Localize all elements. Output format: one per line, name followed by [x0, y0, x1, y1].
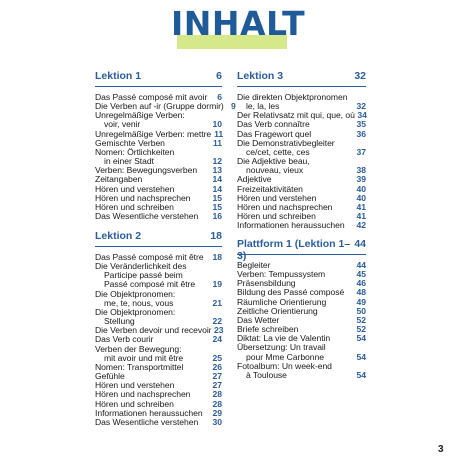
- toc-entry-text: Participe passé beim: [104, 270, 183, 281]
- toc-entry-text: Übersetzung: Un travail: [237, 342, 326, 353]
- toc-entry-page: 49: [356, 296, 366, 307]
- toc-entry-text: Gefühle: [95, 371, 125, 382]
- toc-entry-page: 12: [212, 156, 222, 167]
- toc-entry-page: 23: [214, 325, 224, 336]
- toc-entry-page: 15: [212, 192, 222, 203]
- toc-entry-text: Verben: Bewegungsverben: [95, 165, 198, 176]
- toc-entry-page: 52: [356, 324, 366, 335]
- section-heading-label: Plattform 1 (Lektion 1–3): [237, 238, 351, 262]
- toc-entry-text: Der Relativsatz mit qui, que, où: [237, 110, 355, 121]
- page-number: 3: [438, 444, 444, 455]
- toc-entry-text: Begleiter: [237, 260, 271, 270]
- toc-entry-page: 29: [212, 407, 222, 418]
- toc-entry-page: 22: [212, 316, 222, 327]
- toc-entry-page: 11: [213, 137, 222, 148]
- toc-entry-page: 15: [212, 201, 222, 212]
- page-title: INHALT: [171, 4, 306, 43]
- toc-entry-text: Das Wetter: [237, 314, 280, 325]
- section-heading[interactable]: [237, 70, 366, 87]
- toc-entry-text: Das Passé composé mit avoir: [95, 92, 208, 102]
- toc-entry-text: mit avoir und mit être: [104, 352, 184, 363]
- toc-entry-text: Die Verben devoir und recevoir: [95, 325, 212, 336]
- toc-entry-page: 25: [212, 352, 222, 363]
- toc-entry-page: 40: [356, 192, 366, 203]
- toc-entry[interactable]: [237, 371, 366, 380]
- toc-entry-page: 28: [212, 398, 222, 409]
- toc-entry-text: Das Passé composé mit être: [95, 252, 204, 262]
- title-block: [171, 2, 306, 50]
- toc-entry-text: Hören und nachsprechen: [95, 389, 191, 400]
- toc-entry-page: 36: [356, 128, 366, 139]
- toc-entry-text: Adjektive: [237, 174, 272, 185]
- toc-entry-page: 27: [212, 380, 222, 391]
- toc-entry-text: Präsensbildung: [237, 278, 296, 289]
- toc-entry-text: Die Verben auf -ir (Gruppe dormir): [95, 101, 224, 112]
- toc-entry-page: 52: [356, 314, 366, 325]
- toc-entry-page: 37: [356, 146, 366, 157]
- toc-entry-page: 50: [356, 305, 366, 316]
- toc-entry-text: le, la, les: [246, 101, 280, 112]
- toc-entry-text: Das Fragewort quel: [237, 128, 312, 139]
- toc-entry-text: Hören und schreiben: [237, 211, 316, 222]
- toc-entry-text: me, te, nous, vous: [104, 297, 174, 308]
- toc-entry-text: Informationen heraussuchen: [237, 220, 345, 231]
- toc-entry-page: 13: [212, 165, 222, 176]
- toc-entry-text: Nomen: Transportmittel: [95, 361, 184, 372]
- toc-entry-text: Verben: Tempussystem: [237, 269, 326, 280]
- toc-entry-page: 16: [212, 211, 222, 222]
- toc-entry-page: 34: [357, 110, 367, 121]
- toc-entry-text: Hören und schreiben: [95, 201, 174, 212]
- toc-entry-text: Die Demonstrativbegleiter: [237, 137, 335, 148]
- toc-entry-list: [95, 92, 236, 222]
- toc-entry[interactable]: [237, 221, 366, 230]
- toc-entry-text: Freizeitaktivitäten: [237, 183, 303, 194]
- toc-entry-text: Unregelmäßige Verben: mettre: [95, 128, 212, 139]
- toc-entry-text: Briefe schreiben: [237, 324, 299, 335]
- toc-entry-text: Passé composé mit être: [104, 279, 196, 290]
- toc-entry-page: 39: [356, 174, 366, 185]
- toc-entry-text: Gemischte Verben: [95, 137, 165, 148]
- toc-entry-text: à Toulouse: [246, 369, 287, 380]
- toc-entry-text: Fotoalbum: Un week-end: [237, 360, 332, 371]
- toc-entry-page: 11: [214, 128, 224, 139]
- toc-entry-page: 32: [356, 101, 366, 112]
- section-lektion-1: [95, 70, 236, 222]
- toc-entry-page: 18: [212, 252, 222, 262]
- toc-entry-text: pour Mme Carbonne: [246, 351, 324, 362]
- toc-entry-text: Das Verb connaître: [237, 119, 310, 130]
- toc-entry-text: Stellung: [104, 316, 135, 327]
- toc-entry-list: [237, 261, 366, 380]
- toc-entry-page: 19: [212, 279, 222, 290]
- toc-entry-page: 24: [212, 334, 222, 345]
- section-heading[interactable]: [95, 230, 222, 247]
- toc-entry-page: 27: [212, 371, 222, 382]
- toc-entry-text: Nomen: Örtlichkeiten: [95, 146, 175, 157]
- toc-entry-text: Das Wesentliche verstehen: [95, 416, 199, 427]
- section-lektion-3: [237, 70, 366, 230]
- section-heading-page: 18: [210, 230, 222, 242]
- toc-entry-page: 45: [356, 269, 366, 280]
- toc-entry-page: 35: [356, 119, 366, 130]
- toc-entry-text: Informationen heraussuchen: [95, 407, 203, 418]
- toc-entry[interactable]: [95, 212, 222, 221]
- section-heading-page: 32: [354, 70, 366, 82]
- toc-entry-text: Das Verb courir: [95, 334, 154, 345]
- toc-entry-text: Hören und verstehen: [95, 380, 175, 391]
- toc-entry-page: 54: [356, 351, 366, 362]
- section-plattform-1: [237, 238, 366, 380]
- toc-entry-text: Hören und verstehen: [95, 183, 175, 194]
- toc-entry-page: 48: [356, 287, 366, 298]
- toc-entry-text: Bildung des Passé composé: [237, 287, 345, 298]
- toc-entry-page: 54: [356, 333, 366, 344]
- toc-entry-page: 9: [230, 101, 236, 112]
- toc-entry-text: Zeitliche Orientierung: [237, 305, 318, 316]
- section-lektion-2: [95, 230, 222, 427]
- toc-entry-text: ce/cet, cette, ces: [246, 146, 310, 157]
- toc-entry-text: Zeitangaben: [95, 174, 143, 185]
- toc-entry-text: Das Wesentliche verstehen: [95, 211, 199, 222]
- toc-entry-text: Verben der Bewegung:: [95, 343, 182, 354]
- toc-entry-page: 14: [212, 174, 222, 185]
- toc-entry-page: 10: [212, 119, 222, 130]
- toc-entry-page: 42: [356, 220, 366, 231]
- toc-entry-text: Die Objektpronomen:: [95, 306, 176, 317]
- section-heading-page: 6: [216, 70, 222, 82]
- toc-entry-page: 40: [356, 183, 366, 194]
- toc-entry-text: Die Objektpronomen:: [95, 288, 176, 299]
- toc-entry-page: 14: [212, 183, 222, 194]
- section-heading[interactable]: [237, 238, 366, 262]
- toc-entry-text: Hören und verstehen: [237, 192, 317, 203]
- toc-entry-text: Diktat: La vie de Valentin: [237, 333, 331, 344]
- section-heading[interactable]: [95, 70, 222, 87]
- toc-entry-page: 28: [212, 389, 222, 400]
- toc-entry[interactable]: [95, 418, 222, 427]
- toc-entry-page: 21: [212, 297, 222, 308]
- toc-entry-page: 41: [356, 201, 366, 212]
- toc-entry-page: 38: [356, 165, 366, 176]
- section-heading-label: Lektion 2: [95, 230, 142, 242]
- toc-entry-page: 46: [356, 278, 366, 289]
- toc-entry-text: Die Veränderlichkeit des: [95, 261, 187, 272]
- section-heading-label: Lektion 1: [95, 70, 142, 82]
- toc-entry-page: 41: [356, 211, 366, 222]
- toc-entry-text: Die Adjektive beau,: [237, 156, 310, 167]
- toc-entry-page: 44: [356, 260, 366, 270]
- toc-entry-text: Räumliche Orientierung: [237, 296, 327, 307]
- toc-entry-page: 6: [217, 92, 222, 102]
- section-heading-label: Lektion 3: [237, 70, 284, 82]
- toc-entry-text: voir, venir: [104, 119, 141, 130]
- toc-entry-text: Hören und nachsprechen: [237, 201, 333, 212]
- toc-entry-list: [95, 253, 222, 427]
- toc-entry-list: [237, 93, 366, 230]
- toc-entry-text: Unregelmäßige Verben:: [95, 110, 185, 121]
- toc-entry-text: Hören und schreiben: [95, 398, 174, 409]
- toc-entry-text: Hören und nachsprechen: [95, 192, 191, 203]
- section-heading-page: 44: [354, 238, 366, 250]
- toc-entry-page: 54: [356, 369, 366, 380]
- toc-entry-text: nouveau, vieux: [246, 165, 304, 176]
- toc-entry-page: 30: [212, 416, 222, 427]
- toc-entry-text: Die direkten Objektpronomen: [237, 92, 348, 102]
- toc-entry-text: in einer Stadt: [104, 156, 154, 167]
- toc-entry-page: 26: [212, 361, 222, 372]
